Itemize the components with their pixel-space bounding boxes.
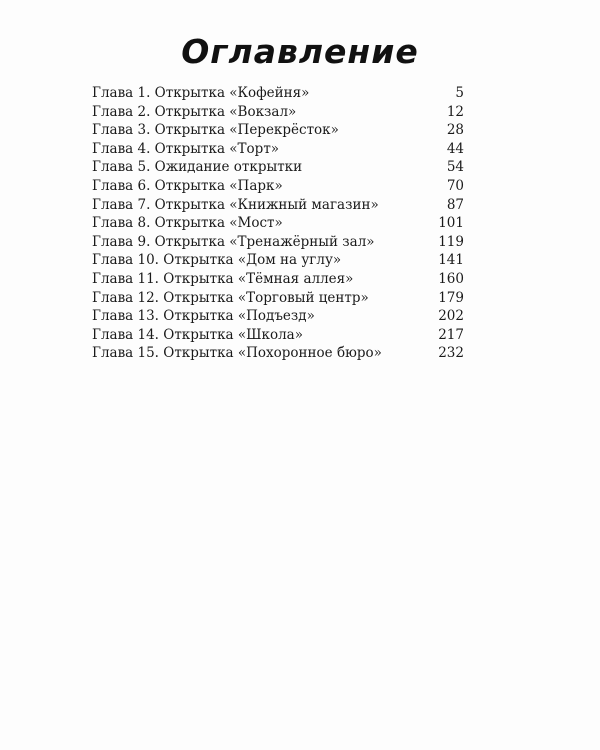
toc-entry-title: Глава 15. Открытка «Похоронное бюро» xyxy=(92,345,382,362)
toc-entry-4 xyxy=(92,140,464,159)
toc-entry-page: 87 xyxy=(446,196,464,213)
toc-entry-page: 70 xyxy=(446,177,464,194)
toc-entry-7 xyxy=(92,196,464,215)
toc-entry-page: 101 xyxy=(438,215,464,232)
toc-entry-page: 28 xyxy=(446,122,464,139)
toc-entry-page: 202 xyxy=(438,308,464,325)
toc-entry-title: Глава 10. Открытка «Дом на углу» xyxy=(92,252,342,269)
table-of-contents xyxy=(92,84,464,363)
toc-entry-title: Глава 6. Открытка «Парк» xyxy=(92,177,283,194)
toc-entry-9 xyxy=(92,233,464,252)
toc-entry-page: 141 xyxy=(438,252,464,269)
toc-entry-14 xyxy=(92,326,464,345)
toc-entry-10 xyxy=(92,251,464,270)
toc-entry-15 xyxy=(92,344,464,363)
toc-entry-8 xyxy=(92,214,464,233)
toc-entry-title: Глава 1. Открытка «Кофейня» xyxy=(92,85,310,101)
toc-entry-title: Глава 3. Открытка «Перекрёсток» xyxy=(92,122,339,139)
toc-entry-page: 232 xyxy=(438,345,464,362)
toc-entry-title: Глава 13. Открытка «Подъезд» xyxy=(92,308,315,325)
toc-entry-title: Глава 7. Открытка «Книжный магазин» xyxy=(92,196,379,213)
toc-entry-13 xyxy=(92,307,464,326)
toc-entry-page: 119 xyxy=(438,233,464,250)
toc-entry-title: Глава 9. Открытка «Тренажёрный зал» xyxy=(92,233,375,250)
toc-entry-page: 179 xyxy=(438,289,464,306)
page-title: Оглавление xyxy=(181,32,419,71)
toc-entry-page: 44 xyxy=(446,140,464,157)
toc-entry-title: Глава 5. Ожидание открытки xyxy=(92,159,303,176)
toc-entry-title: Глава 14. Открытка «Школа» xyxy=(92,326,303,343)
toc-entry-page: 54 xyxy=(446,159,464,176)
toc-entry-title: Глава 12. Открытка «Торговый центр» xyxy=(92,289,369,306)
toc-entry-1 xyxy=(92,84,464,103)
toc-entry-11 xyxy=(92,270,464,289)
toc-entry-12 xyxy=(92,289,464,308)
toc-entry-title: Глава 2. Открытка «Вокзал» xyxy=(92,103,297,120)
toc-entry-5 xyxy=(92,158,464,177)
toc-entry-2 xyxy=(92,103,464,122)
toc-entry-page: 5 xyxy=(455,85,464,101)
toc-entry-title: Глава 4. Открытка «Торт» xyxy=(92,140,280,157)
toc-entry-title: Глава 8. Открытка «Мост» xyxy=(92,215,283,232)
toc-entry-3 xyxy=(92,121,464,140)
toc-entry-page: 217 xyxy=(438,326,464,343)
toc-entry-title: Глава 11. Открытка «Тёмная аллея» xyxy=(92,270,354,287)
toc-entry-6 xyxy=(92,177,464,196)
toc-entry-page: 12 xyxy=(446,103,464,120)
toc-entry-page: 160 xyxy=(438,270,464,287)
